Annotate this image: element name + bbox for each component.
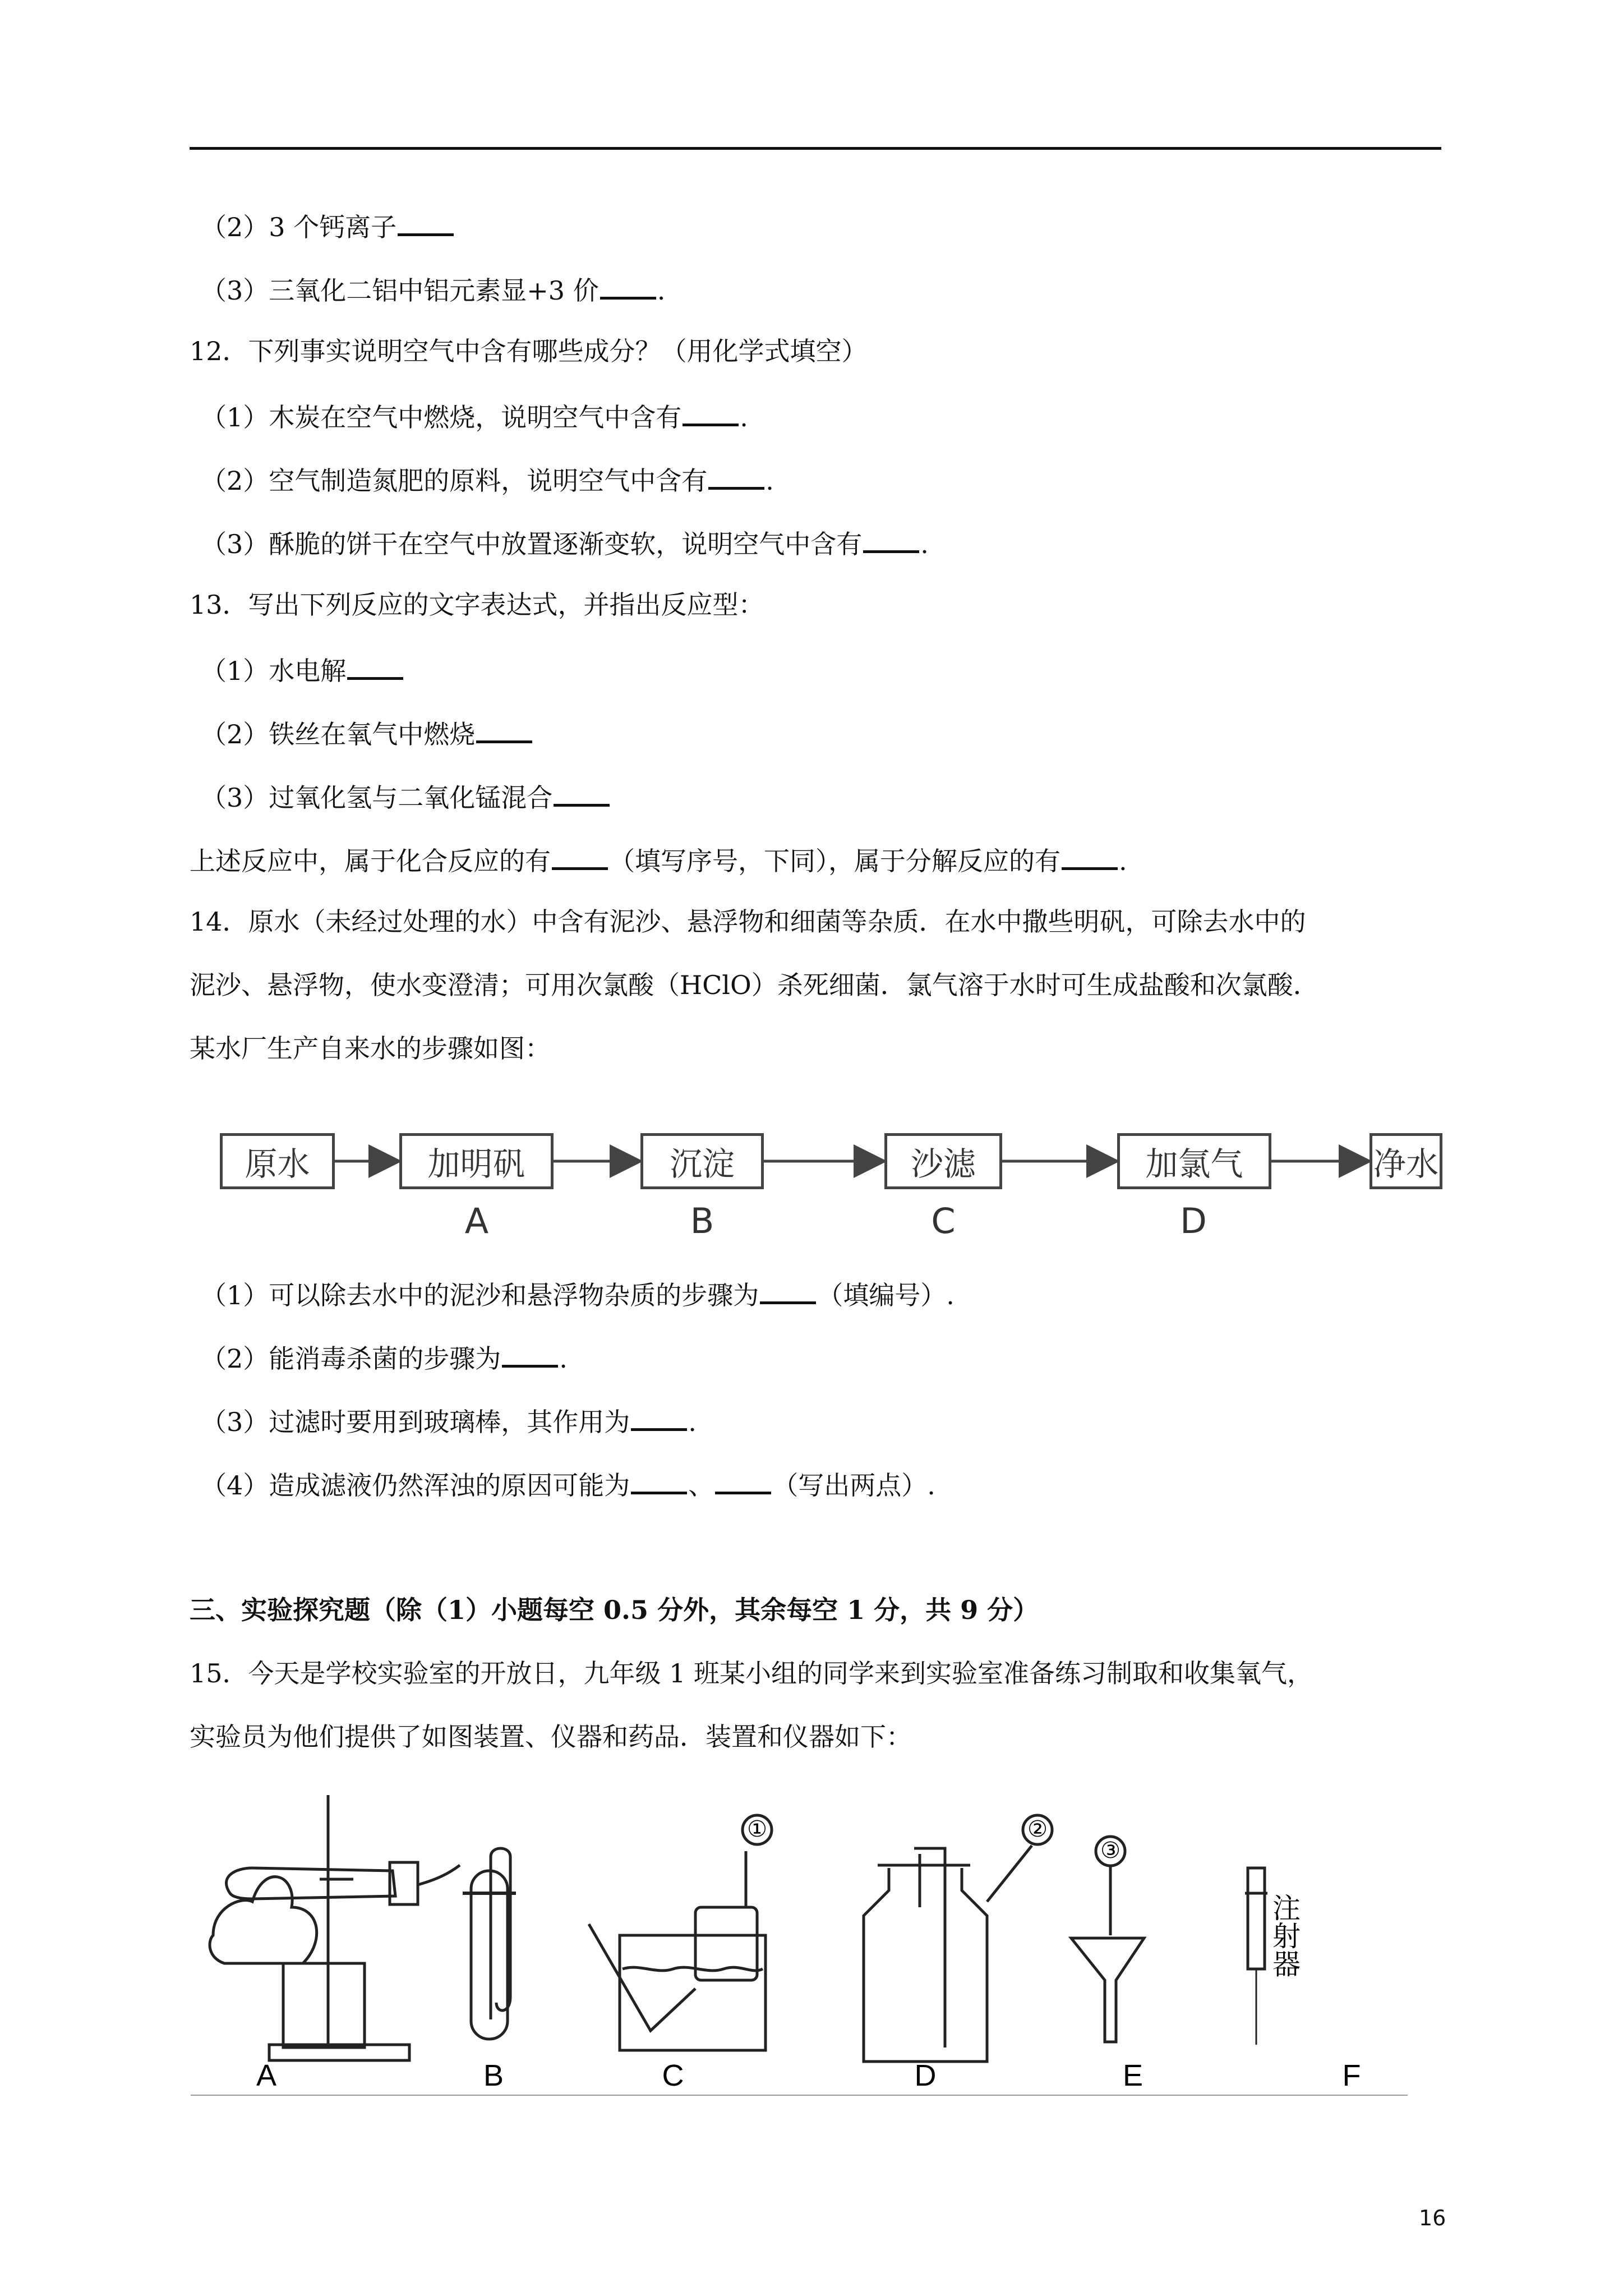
q14-line-2: 泥沙、悬浮物，使水变澄清；可用次氯酸（HClO）杀死细菌．氯气溶于水时可生成盐酸和次氯酸． (190, 970, 1319, 1000)
q12-part2: （2）空气制造氮肥的原料，说明空气中含有 . (201, 461, 774, 498)
q14-part3: （3）过滤时要用到玻璃棒，其作用为 . (201, 1402, 697, 1439)
apparatus-label-c: C (662, 2059, 684, 2092)
apparatus-c-trough (589, 1815, 772, 2050)
section-3-heading: 三、实验探究题（除（1）小题每空 0.5 分外，其余每空 1 分，共 9 分） (190, 1595, 1039, 1625)
q14-part2: （2）能消毒杀菌的步骤为 . (201, 1339, 568, 1375)
q13-stem: 13．写出下列反应的文字表达式，并指出反应型： (190, 590, 764, 620)
q13-part1: （1）水电解 (201, 651, 404, 688)
q14-line-3: 某水厂生产自来水的步骤如图： (190, 1033, 551, 1064)
q13-summary: 上述反应中，属于化合反应的有 （填写序号，下同），属于分解反应的有 . (190, 841, 1127, 878)
apparatus-b-tube (463, 1848, 516, 2039)
water-treatment-flow-diagram (220, 1122, 1442, 1251)
flow-step-add-alum: 加明矾 (399, 1133, 554, 1189)
q13-part3: （3）过氧化氢与二氧化锰混合 (201, 778, 611, 815)
flow-label-b: B (690, 1200, 714, 1241)
flow-step-sand-filter: 沙滤 (884, 1133, 1002, 1189)
alcohol-lamp-block (283, 1963, 365, 2047)
answer-blank[interactable] (347, 651, 403, 680)
q14-line-1: 14．原水（未经过处理的水）中含有泥沙、悬浮物和细菌等杂质．在水中撒些明矾，可除去水中的 (190, 907, 1306, 937)
delivery-tube (418, 1865, 460, 1885)
answer-blank[interactable] (631, 1402, 687, 1431)
apparatus-label-e: E (1122, 2059, 1144, 2092)
marker-1: ① (747, 1816, 767, 1842)
flow-step-settle: 沉淀 (640, 1133, 764, 1189)
syringe-barrel (1248, 1868, 1265, 1969)
c-delivery-tube (589, 1924, 695, 2031)
apparatus-f-syringe (1245, 1868, 1267, 2045)
q13-part2: （2）铁丝在氧气中燃烧 (201, 715, 533, 751)
q11-line-3: （3）三氧化二铝中铝元素显+3 价 . (201, 271, 665, 307)
flow-step-add-chlorine: 加氯气 (1117, 1133, 1271, 1189)
funnel (1071, 1938, 1144, 2042)
flow-step-raw-water: 原水 (220, 1133, 335, 1189)
answer-blank[interactable] (554, 778, 610, 807)
flow-arrows (220, 1122, 1442, 1200)
answer-blank[interactable] (708, 461, 764, 490)
answer-blank[interactable] (552, 841, 608, 870)
flow-label-a: A (464, 1200, 489, 1241)
apparatus-label-a: A (256, 2059, 277, 2092)
answer-blank[interactable] (715, 1466, 771, 1494)
q14-part1: （1）可以除去水中的泥沙和悬浮物杂质的步骤为 （填编号）. (201, 1276, 955, 1312)
apparatus-d-gas-jar (864, 1815, 1052, 2062)
flow-label-d: D (1180, 1200, 1207, 1241)
q12-part1: （1）木炭在空气中燃烧，说明空气中含有 . (201, 398, 748, 434)
answer-blank[interactable] (1062, 841, 1118, 870)
apparatus-label-b: B (483, 2059, 504, 2092)
answer-blank[interactable] (398, 208, 454, 236)
q14-part4: （4）造成滤液仍然浑浊的原因可能为 、 （写出两点）. (201, 1466, 935, 1502)
answer-blank[interactable] (476, 715, 532, 743)
apparatus-label-f: F (1342, 2059, 1361, 2092)
q15-line-2: 实验员为他们提供了如图装置、仪器和药品．装置和仪器如下： (190, 1722, 912, 1752)
q12-stem: 12．下列事实说明空气中含有哪些成分？（用化学式填空） (190, 336, 868, 366)
flow-label-c: C (931, 1200, 956, 1241)
q15-line-1: 15．今天是学校实验室的开放日，九年级 1 班某小组的同学来到实验室准备练习制取和收集氧气， (190, 1658, 1313, 1688)
answer-blank[interactable] (502, 1339, 558, 1368)
q11-line-2: （2）3 个钙离子 (201, 208, 455, 244)
answer-blank[interactable] (600, 271, 656, 300)
lab-apparatus-figure (191, 1795, 1408, 2101)
header-rule (190, 147, 1441, 150)
answer-blank[interactable] (683, 398, 739, 426)
apparatus-a-heating-setup (210, 1795, 460, 2060)
answer-blank[interactable] (631, 1466, 687, 1494)
q12-part3: （3）酥脆的饼干在空气中放置逐渐变软，说明空气中含有 . (201, 524, 929, 561)
answer-blank[interactable] (863, 524, 919, 553)
marker-2: ② (1027, 1816, 1048, 1842)
water-surface (623, 1967, 763, 1971)
burner-flame-icon (210, 1877, 317, 1963)
d-jar (864, 1868, 987, 2062)
syringe-label: 注射器 (1268, 1893, 1301, 1977)
page-number: 16 (1419, 2206, 1446, 2230)
test-tube (227, 1868, 395, 1899)
answer-blank[interactable] (760, 1276, 816, 1304)
apparatus-e-funnel (1071, 1837, 1144, 2042)
flow-step-clean-water: 净水 (1370, 1133, 1442, 1189)
apparatus-label-d: D (914, 2059, 937, 2092)
marker-3: ③ (1100, 1838, 1121, 1864)
